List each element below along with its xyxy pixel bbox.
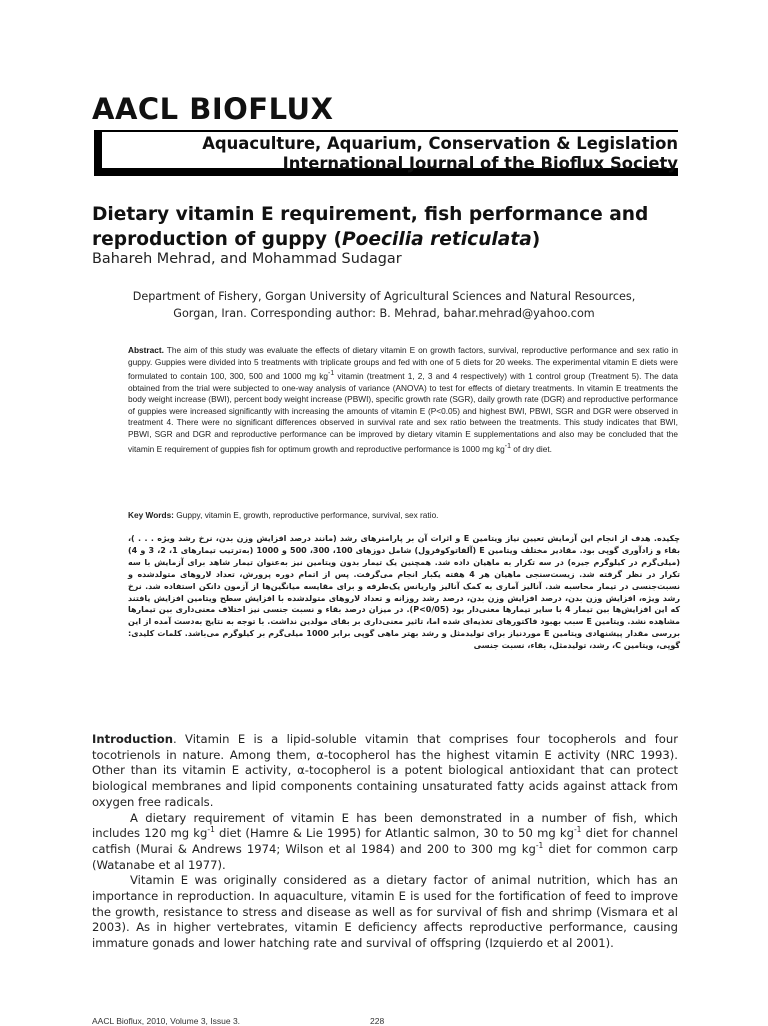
abstract-label: Abstract. — [128, 345, 164, 355]
persian-abstract: چکیده. هدف از انجام این آزمایش تعیین نیاز ویتامین E و اثرات آن بر پارامترهای رشد (مانند درصد افزایش وزن بدن، نرخ رشد ویژه . . . )، بقاء و زادآوری گوپی بود. مقادیر مختلف ویتامین E (آلفاتوکوفرول) شامل دوزهای 100، 300، 500 و 1000 (به‌ترتیب تیمارهای 1، 2، 3 و 4) (میلی‌گرم در کیلوگرم جیره) در سه تکرار به ماهیان داده شد. همچنین یک تیمار بدون ویتامین نیز به‌عنوان تیمار شاهد برای آزمایش با سه تکرار در نظر گرفته شد. زیست‌سنجی ماهیان هر 4 هفته یکبار انجام می‌گرفت. پس از اتمام دوره پرورش، تعداد لاروهای متولدشده و نسبت‌جنسی در تیمار محاسبه شد. آنالیز آماری به کمک آنالیز واریانس یک‌طرفه و برای مقایسه میانگین‌ها از آزمون دانکن استفاده شد. نرخ رشد ویژه، افزایش وزن بدن، درصد افزایش وزن بدن، درصد رشد روزانه و تعداد لاروهای متولدشده با افزایش سطح ویتامین افزایش یافتند که این افزایش‌ها بین تیمار 4 با سایر تیمارها معنی‌دار بود (P<0/05). در میزان درصد بقاء و نسبت جنسی نیز اختلاف معنی‌داری بین تیمارها مشاهده نشد. ویتامین E سبب بهبود فاکتورهای تغذیه‌ای شده اما، تاثیر معنی‌داری بر بقای مولدین نداشت. با توجه به نتایج به‌دست آمده از این بررسی مقدار پیشنهادی ویتامین E موردنیاز برای تولیدمثل و رشد بهتر ماهی گوپی برابر 1000 میلی‌گرم بر کیلوگرم می‌باشد. کلمات کلیدی: گوپی، ویتامین C، رشد، تولیدمثل، بقاء، نسبت جنسی — [128, 534, 681, 651]
banner-line-2: International Journal of the Bioflux Society — [282, 154, 678, 173]
intro-p2-d: diet for common carp (Watanabe et al 1977). — [92, 841, 678, 872]
abstract-text-a: The aim of this study was evaluate the effects of dietary vitamin E on growth factors, survival, reproductive performance and sex ratio in guppy. Guppies were divided into 5 treatments with triplicate groups and fed with one of 5 diets for 20 weeks. The experimental vitamin E diets were formulated to contain 100, 300, 500 and 1000 mg kg — [128, 345, 678, 381]
intro-heading: Introduction — [92, 732, 173, 746]
intro-paragraph-3: Vitamin E was originally considered as a dietary factor of animal nutrition, which has an importance in reproduction. In aquaculture, vitamin E is used for the fortification of feed to improve the growth, resistance to stress and disease as well as for survival of fish and shrimp (Vismara et al 2003). As in higher vertebrates, vitamin E deficiency affects reproductive performance, causing immature gonads and lower hatching rate and survival of offspring (Izquierdo et al 2001). — [92, 873, 678, 951]
intro-p1-text: . Vitamin E is a lipid-soluble vitamin that comprises four tocopherols and four tocotrienols in nature. Among them, α-tocopherol has the highest vitamin E activity (NRC 1993). Other than its vitamin E activity, α-tocopherol is a potent biological antioxidant that can protect biological membranes and lipid components containing unsaturated fatty acids against attack from oxygen free radicals. — [92, 732, 678, 809]
title-part-2: ) — [531, 229, 541, 250]
banner-line-1: Aquaculture, Aquarium, Conservation & Legislation — [202, 134, 678, 153]
intro-paragraph-1 — [92, 732, 678, 811]
footer-citation: AACL Bioflux, 2010, Volume 3, Issue 3. — [92, 1016, 241, 1026]
intro-p2-sup-3: -1 — [535, 841, 544, 851]
title-part-1: Dietary vitamin E requirement, fish performance and reproduction of guppy ( — [92, 204, 649, 250]
keywords-label: Key Words: — [128, 510, 174, 520]
introduction — [92, 732, 678, 952]
affiliation — [80, 288, 688, 322]
intro-p2-a: A dietary requirement of vitamin E has been demonstrated in a number of fish, which includes 120 mg kg — [92, 810, 678, 841]
intro-p2-c: diet for channel catfish (Murai & Andrews 1974; Wilson et al 1984) and 200 to 300 mg kg — [92, 826, 678, 856]
title-species: Poecilia reticulata — [341, 229, 532, 250]
affiliation-line-1: Department of Fishery, Gorgan University of Agricultural Sciences and Natural Resources, — [132, 290, 636, 303]
affiliation-line-2: Gorgan, Iran. Corresponding author: B. Mehrad, bahar.mehrad@yahoo.com — [173, 307, 595, 320]
keywords — [128, 510, 688, 522]
abstract-sup-a: -1 — [328, 370, 335, 378]
journal-banner — [94, 130, 678, 176]
authors: Bahareh Mehrad, and Mohammad Sudagar — [92, 251, 402, 267]
keywords-text: Guppy, vitamin E, growth, reproductive performance, survival, sex ratio. — [173, 510, 439, 520]
page-number: 228 — [370, 1016, 385, 1026]
intro-p2-b: diet (Hamre & Lie 1995) for Atlantic salmon, 30 to 50 mg kg — [214, 826, 574, 841]
abstract-sup-b: -1 — [504, 442, 511, 450]
intro-p2-sup-2: -1 — [573, 825, 582, 835]
abstract-text-b: vitamin (treatment 1, 2, 3 and 4 respectively) with 1 control group (Treatment 5). The data obtained from the trial were subjected to one-way analysis of variance (ANOVA) to test for effects of dietary treatments. In vitamin E treatments the body weight increase (BWI), percent body weight increase (PBWI), specific growth rate (SGR), daily growth rate (DGR) and reproductive performance of guppies were increased significantly with increasing the amounts of vitamin E (P<0.05) and highest BWI, PBWI, SGR and DGR were observed in treatment 4. There were no significant differences observed in survival rate and sex ratio between the treatments. This study indicates that BWI, PBWI, SGR and DGR and reproductive performance can be improved by dietary vitamin E supplementations and also may be concluded that the vitamin E requirement of guppies fish for optimum growth and reproductive performance is 1000 mg kg — [128, 370, 678, 454]
journal-name: AACL BIOFLUX — [92, 92, 334, 126]
intro-paragraph-2 — [92, 811, 678, 874]
article-title — [92, 202, 692, 252]
abstract-text-c: of dry diet. — [510, 443, 552, 454]
intro-p2-sup-1: -1 — [207, 825, 215, 835]
abstract — [128, 345, 678, 455]
